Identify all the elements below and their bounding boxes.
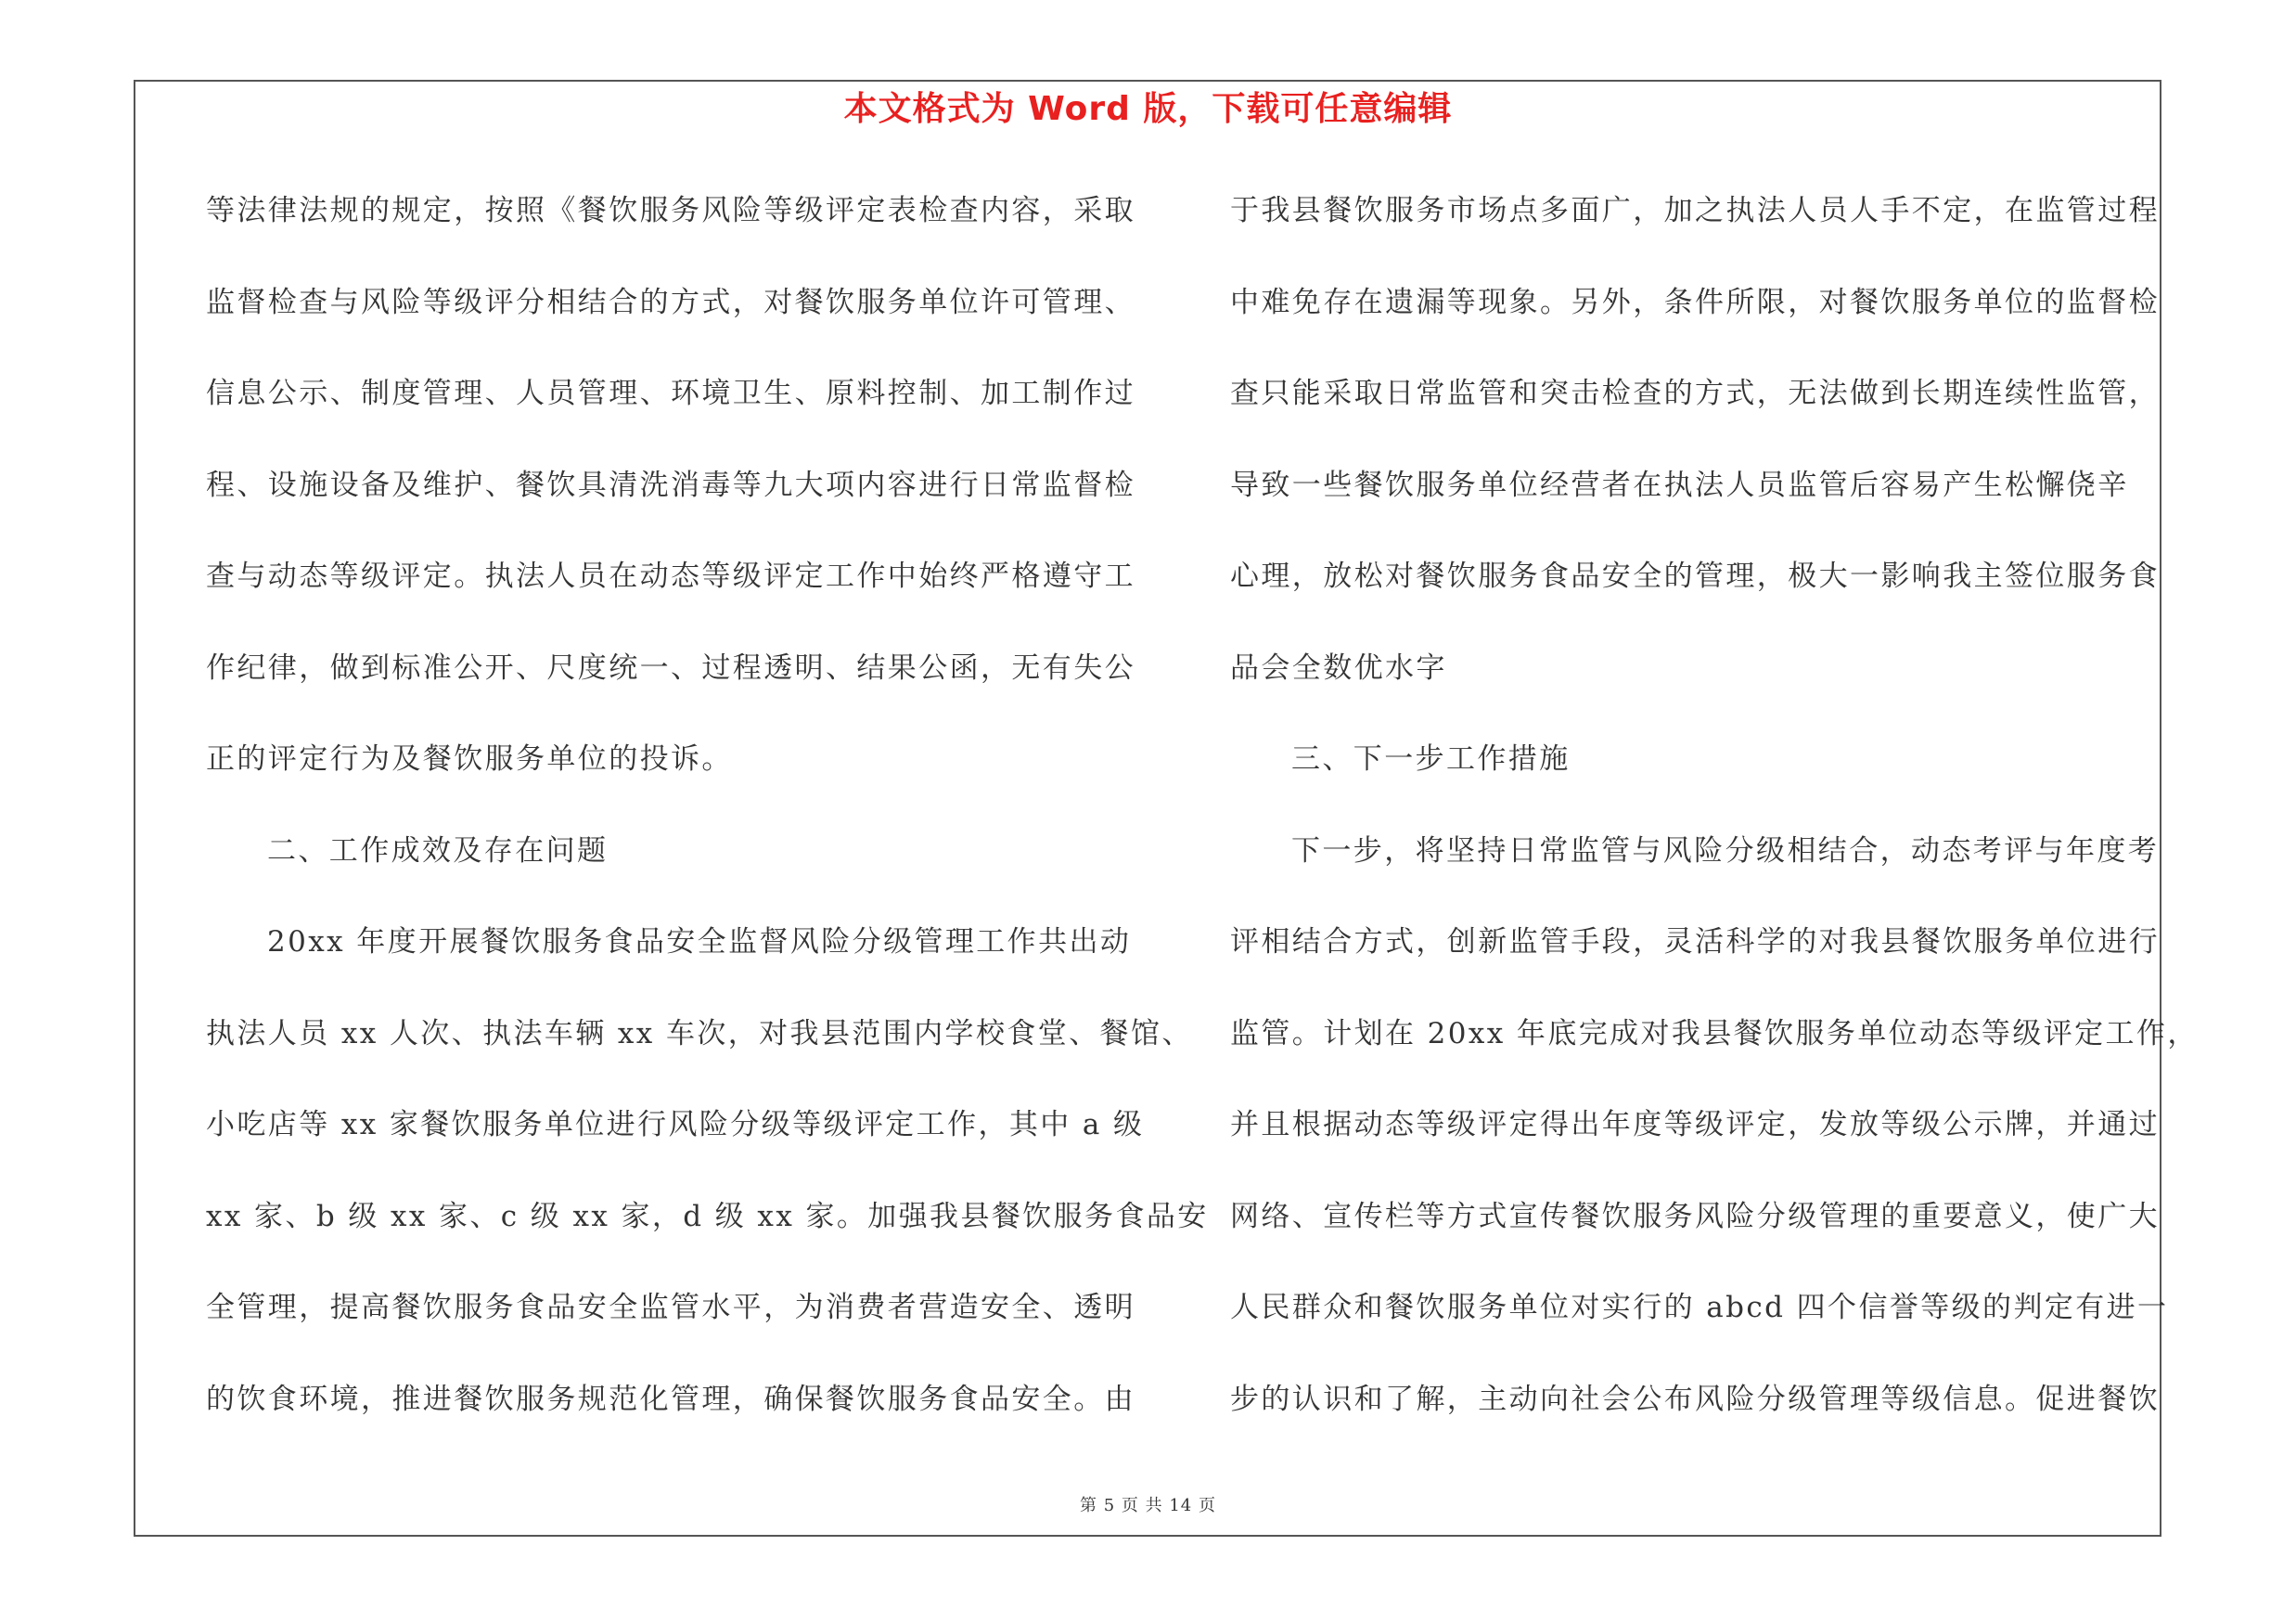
text-line: 全管理，提高餐饮服务食品安全监管水平，为消费者营造安全、透明 (206, 1291, 1135, 1324)
text-line: 查与动态等级评定。执法人员在动态等级评定工作中始终严格遵守工 (206, 560, 1135, 593)
text-line: 人民群众和餐饮服务单位对实行的 abcd 四个信誉等级的判定有进一 (1230, 1291, 2169, 1324)
text-line: 信息公示、制度管理、人员管理、环境卫生、原料控制、加工制作过 (206, 377, 1135, 410)
text-line: 执法人员 xx 人次、执法车辆 xx 车次，对我县范围内学校食堂、餐馆、 (206, 1016, 1193, 1050)
text-line: 并且根据动态等级评定得出年度等级评定，发放等级公示牌，并通过 (1230, 1108, 2160, 1141)
format-banner: 本文格式为 Word 版，下载可任意编辑 (843, 90, 1453, 128)
text-line: 的饮食环境，推进餐饮服务规范化管理，确保餐饮服务食品安全。由 (206, 1382, 1135, 1416)
left-text-column (206, 183, 1209, 1462)
right-text-column (1230, 183, 2199, 1462)
page-number-footer: 第 5 页 共 14 页 (1080, 1496, 1216, 1515)
text-line: 查只能采取日常监管和突击检查的方式，无法做到长期连续性监管， (1230, 377, 2160, 410)
text-line: 程、设施设备及维护、餐饮具清洗消毒等九大项内容进行日常监督检 (206, 468, 1135, 502)
text-line: 评相结合方式，创新监管手段，灵活科学的对我县餐饮服务单位进行 (1230, 925, 2160, 959)
text-line: 心理，放松对餐饮服务食品安全的管理，极大一影响我主签位服务食 (1230, 560, 2160, 593)
text-line: 二、工作成效及存在问题 (267, 833, 609, 868)
text-line: 网络、宣传栏等方式宣传餐饮服务风险分级管理的重要意义，使广大 (1230, 1199, 2160, 1233)
text-line: 品会全数优水字 (1230, 650, 1447, 685)
text-line: 三、下一步工作措施 (1291, 742, 1571, 776)
text-line: 20xx 年度开展餐饮服务食品安全监督风险分级管理工作共出动 (267, 925, 1132, 959)
text-line: 监管。计划在 20xx 年底完成对我县餐饮服务单位动态等级评定工作， (1230, 1016, 2199, 1050)
text-line: 导致一些餐饮服务单位经营者在执法人员监管后容易产生松懈侥辛 (1230, 468, 2129, 502)
text-line: 于我县餐饮服务市场点多面广，加之执法人员人手不定，在监管过程 (1230, 194, 2160, 227)
text-line: 等法律法规的规定，按照《餐饮服务风险等级评定表检查内容，采取 (206, 194, 1135, 227)
text-line: 中难免存在遗漏等现象。另外，条件所限，对餐饮服务单位的监督检 (1230, 285, 2160, 319)
text-line: 步的认识和了解，主动向社会公布风险分级管理等级信息。促进餐饮 (1230, 1382, 2160, 1416)
text-line: xx 家、b 级 xx 家、c 级 xx 家，d 级 xx 家。加强我县餐饮服务食品安 (206, 1199, 1209, 1233)
text-line: 作纪律，做到标准公开、尺度统一、过程透明、结果公函，无有失公 (206, 650, 1135, 685)
text-line: 下一步，将坚持日常监管与风险分级相结合，动态考评与年度考 (1291, 833, 2160, 868)
text-line: 监督检查与风险等级评分相结合的方式，对餐饮服务单位许可管理、 (206, 285, 1135, 319)
text-line: 正的评定行为及餐饮服务单位的投诉。 (206, 742, 733, 776)
text-line: 小吃店等 xx 家餐饮服务单位进行风险分级等级评定工作，其中 a 级 (206, 1108, 1145, 1141)
